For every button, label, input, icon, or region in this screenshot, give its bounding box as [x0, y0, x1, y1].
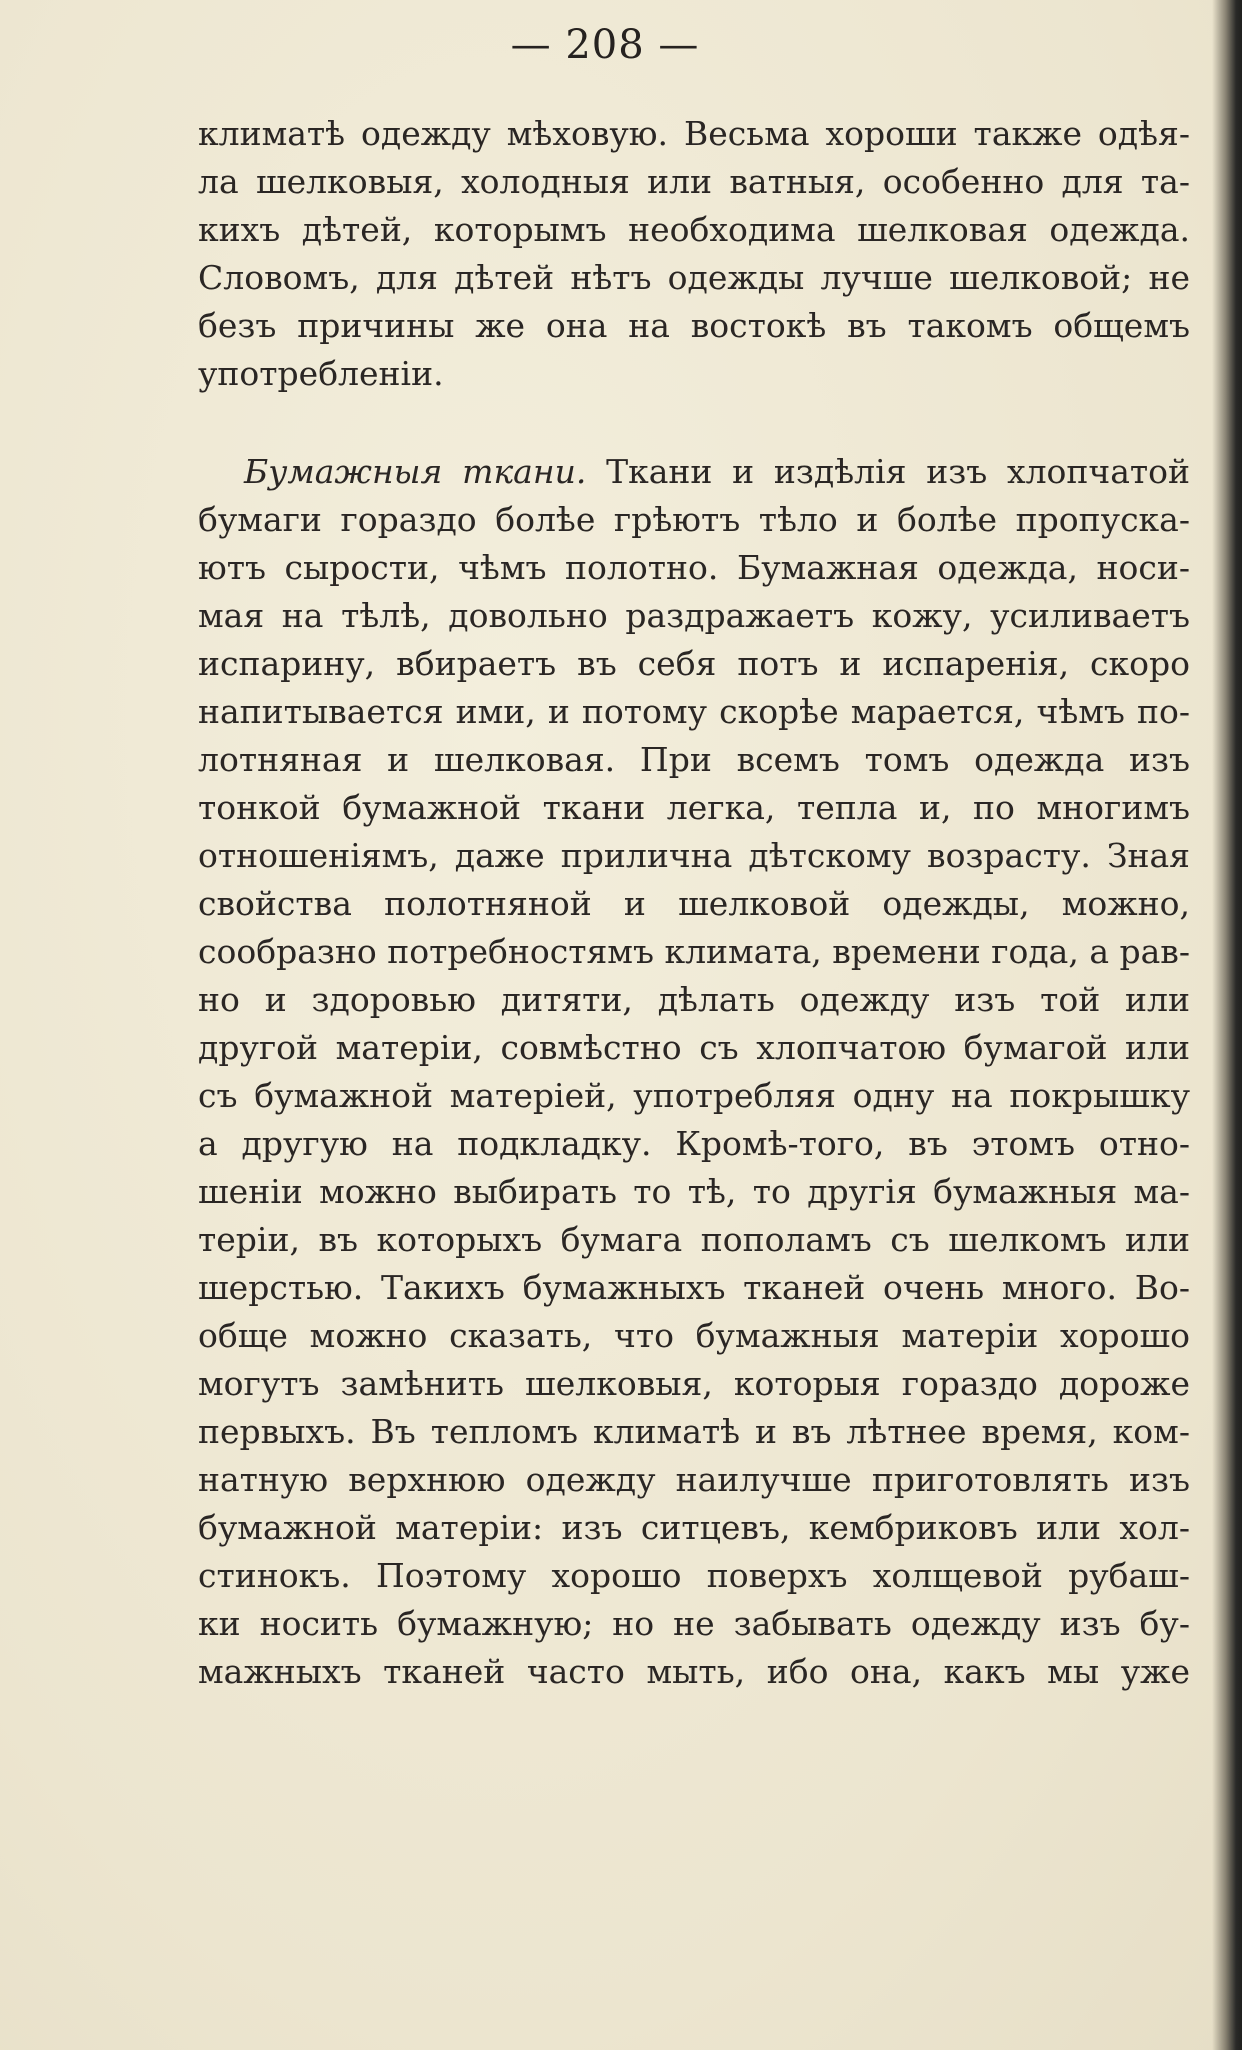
- text-line: отношеніямъ, даже прилична дѣтскому возрасту. Зная: [198, 836, 1190, 875]
- text-line: натную верхнюю одежду наилучше приготовлять изъ: [198, 1460, 1190, 1499]
- paragraph-gap: [198, 398, 1190, 448]
- text-line: испарину, вбираетъ въ себя потъ и испаренія, скоро: [198, 644, 1190, 683]
- text-line: климатѣ одежду мѣховую. Весьма хороши также одѣя-: [198, 114, 1190, 153]
- text-line: свойства полотняной и шелковой одежды, можно,: [198, 884, 1190, 923]
- text-line: мая на тѣлѣ, довольно раздражаетъ кожу, усиливаетъ: [198, 596, 1190, 635]
- paragraph-1: [198, 110, 1190, 398]
- text-line: теріи, въ которыхъ бумага пополамъ съ шелкомъ или: [198, 1220, 1190, 1259]
- text-line: Словомъ, для дѣтей нѣтъ одежды лучше шелковой; не: [198, 258, 1190, 297]
- text-line: сообразно потребностямъ климата, времени года, а рав-: [198, 932, 1191, 971]
- text-line: кихъ дѣтей, которымъ необходима шелковая одежда.: [198, 210, 1190, 249]
- text-fragment: Ткани и издѣлія изъ хлопчатой: [606, 452, 1191, 491]
- text-line: бумаги гораздо болѣе грѣютъ тѣло и болѣе пропуска-: [198, 500, 1190, 539]
- section-heading: Бумажныя ткани.: [244, 452, 587, 491]
- text-line: шерстью. Такихъ бумажныхъ тканей очень много. Во-: [198, 1268, 1190, 1307]
- text-line-with-heading: [198, 448, 1190, 496]
- text-line: съ бумажной матеріей, употребляя одну на покрышку: [198, 1076, 1190, 1115]
- text-line: употребленіи.: [198, 354, 444, 393]
- text-line: шеніи можно выбирать то тѣ, то другія бумажныя ма-: [198, 1172, 1190, 1211]
- page-number: — 208 —: [510, 22, 700, 68]
- body-text: [198, 110, 1190, 1696]
- text-line: безъ причины же она на востокѣ въ такомъ общемъ: [198, 306, 1190, 345]
- text-line: обще можно сказать, что бумажныя матеріи хорошо: [198, 1316, 1190, 1355]
- text-line: ютъ сырости, чѣмъ полотно. Бумажная одежда, носи-: [198, 548, 1190, 587]
- text-line: а другую на подкладку. Кромѣ-того, въ этомъ отно-: [198, 1124, 1190, 1163]
- text-line: ки носить бумажную; но не забывать одежду изъ бу-: [198, 1604, 1190, 1643]
- book-spine-shadow: [1212, 0, 1242, 2050]
- text-line: могутъ замѣнить шелковыя, которыя гораздо дороже: [198, 1364, 1190, 1403]
- text-line: но и здоровью дитяти, дѣлать одежду изъ той или: [198, 980, 1190, 1019]
- text-line: напитывается ими, и потому скорѣе марается, чѣмъ по-: [198, 692, 1190, 731]
- text-line: лотняная и шелковая. При всемъ томъ одежда изъ: [198, 740, 1190, 779]
- paragraph-2: [198, 448, 1190, 1696]
- text-line: другой матеріи, совмѣстно съ хлопчатою бумагой или: [198, 1028, 1190, 1067]
- text-line: первыхъ. Въ тепломъ климатѣ и въ лѣтнее время, ком-: [198, 1412, 1190, 1451]
- text-line: стинокъ. Поэтому хорошо поверхъ холщевой рубаш-: [198, 1556, 1190, 1595]
- text-line: ла шелковыя, холодныя или ватныя, особенно для та-: [198, 162, 1190, 201]
- text-line: мажныхъ тканей часто мыть, ибо она, какъ мы уже: [198, 1652, 1190, 1691]
- text-line: бумажной матеріи: изъ ситцевъ, кембриковъ или хол-: [198, 1508, 1190, 1547]
- text-line: тонкой бумажной ткани легка, тепла и, по многимъ: [198, 788, 1190, 827]
